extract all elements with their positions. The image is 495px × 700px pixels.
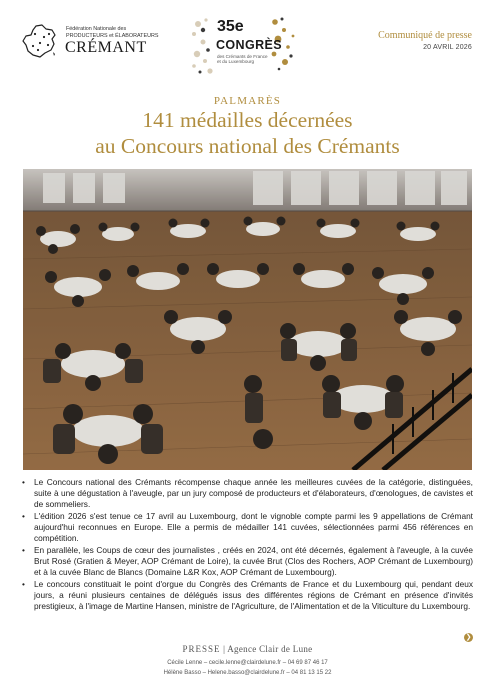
federation-brand: CRÉMANT — [65, 39, 147, 56]
list-item: • Le concours constituait le point d'orgue du Congrès des Crémants de France et du Luxembourg qui, pendant deux jours, a réuni plusieurs centaines de délégués issus des différentes régions de Crémant en présence d'invités prestigieux, à l'image de Martine Hansen, ministre de l'Agriculture, de l'Alimentation et de la Viticulture du Luxembourg. — [22, 579, 473, 611]
contact-2: Hélène Basso – Helene.basso@clairdelune.fr – 04 81 13 15 22 — [163, 670, 332, 676]
press-contact-footer — [0, 644, 495, 678]
article-title-line2: au Concours national des Crémants — [95, 134, 400, 158]
list-item: • Le Concours national des Crémants récompense chaque année les meilleures cuvées de la catégorie, distinguées, suite à une dégustation à l'aveugle, par un jury composé de producteurs et d'élaborateurs, d'œnologues, de cavistes et de sommeliers. — [22, 477, 473, 509]
federation-logo — [22, 22, 159, 58]
agency-line — [0, 644, 495, 654]
list-item: • En parallèle, les Coups de cœur des journalistes , créés en 2024, ont été décernés, également à l'aveugle, à la cuvée Brut Rosé (Gratien & Meyer, AOP Crémant de Loire), la cuvée Brut (Clos des Rochers, AOP Crémant de Luxembourg) et à la cuvée Blanc de Blancs (Domaine L&R Kox, AOP Crémant de Luxembourg). — [22, 545, 473, 577]
federation-name: Fédération Nationale des PRODUCTEURS et ÉLABORATEURS — [66, 26, 159, 39]
contact-1: Cécile Lenne – cecile.lenne@clairdelune.fr – 04 69 87 46 17 — [167, 660, 328, 666]
event-photo — [23, 169, 472, 470]
next-page-arrow-icon[interactable]: ❯ — [465, 634, 472, 641]
banquet-hall-illustration — [23, 169, 472, 470]
presse-label: PRESSE — [182, 644, 221, 654]
congress-word: CONGRÈS — [216, 38, 283, 52]
list-item: • L'édition 2026 s'est tenue ce 17 avril au Luxembourg, dont le vignoble compte parmi les 9 appellations de Crémant aujourd'hui reconnues en Europe. Elle a permis de médailler 141 cuvées, sélectionnées parmi 456 références en compétition. — [22, 511, 473, 543]
congress-subtitle: des Crémants de France et du Luxembourg — [217, 54, 268, 65]
agency-name: | Agence Clair de Lune — [223, 644, 313, 654]
press-release-date: 20 AVRIL 2026 — [423, 44, 472, 51]
key-points-list — [20, 477, 473, 613]
article-title-line1: 141 médailles décernées — [142, 108, 353, 132]
congress-logo — [190, 14, 300, 78]
congress-number: 35e — [217, 18, 244, 35]
press-release-label: Communiqué de presse — [378, 30, 472, 41]
france-map-logo — [22, 24, 58, 58]
article-kicker: PALMARÈS — [213, 95, 282, 107]
